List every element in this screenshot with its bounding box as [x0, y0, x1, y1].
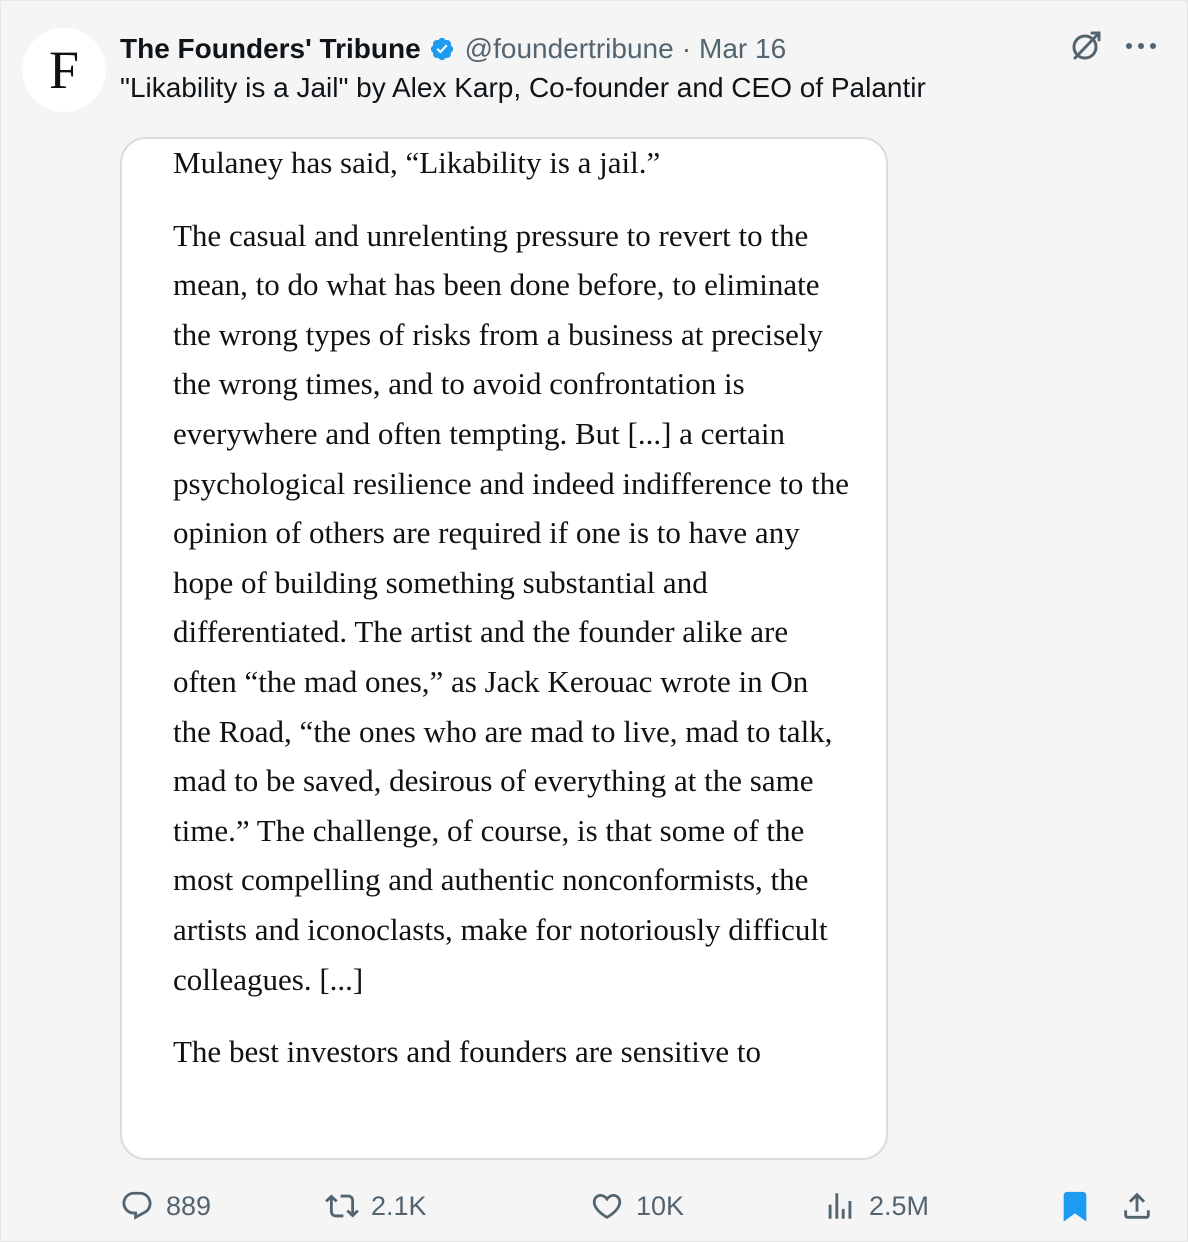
post-header — [120, 30, 1058, 104]
display-name[interactable]: The Founders' Tribune — [120, 33, 421, 64]
post-author-row — [120, 30, 1058, 68]
bookmark-icon — [1058, 1189, 1092, 1223]
post-top-actions — [1068, 28, 1158, 64]
quote-card-image[interactable] — [120, 137, 888, 1160]
avatar[interactable] — [22, 28, 106, 112]
repost-icon — [325, 1189, 359, 1223]
post-text: "Likability is a Jail" by Alex Karp, Co-founder and CEO of Palantir — [120, 72, 926, 103]
share-icon — [1120, 1189, 1154, 1223]
like-count: 10K — [636, 1190, 685, 1221]
views-button[interactable] — [823, 1182, 929, 1230]
reply-icon — [120, 1189, 154, 1223]
quote-tail-paragraph: The best investors and founders are sensitive to — [173, 1034, 761, 1070]
reply-button[interactable] — [120, 1182, 211, 1230]
avatar-letter: F — [48, 40, 80, 100]
more-icon[interactable] — [1124, 41, 1158, 51]
grok-icon[interactable] — [1068, 28, 1104, 64]
like-button[interactable] — [590, 1182, 684, 1230]
action-bar — [118, 1182, 1158, 1230]
quote-lead-paragraph: Mulaney has said, “Likability is a jail.” — [173, 145, 661, 180]
separator-dot: · — [681, 33, 692, 64]
views-icon — [823, 1189, 857, 1223]
repost-count: 2.1K — [371, 1190, 427, 1221]
views-count: 2.5M — [869, 1190, 930, 1221]
heart-icon — [590, 1189, 624, 1223]
quote-body-paragraph: The casual and unrelenting pressure to revert to the mean, to do what has been done before, to eliminate the wrong types of risks from a business at precisely the wrong times, and to avoid confrontation is everywhere and often tempting. But [...] a certain psychological resilience and indeed indifference to the opinion of others are required if one is to have any hope of building something substantial and differentiated. The artist and the founder alike are often “the mad ones,” as Jack Kerouac wrote in On the Road, “the ones who are mad to live, mad to talk, mad to be saved, desirous of everything at the same time.” The challenge, of course, is that some of the most compelling and authentic nonconformists, the artists and iconoclasts, make for notoriously difficult colleagues. [...] — [173, 217, 849, 997]
bookmark-button[interactable] — [1058, 1182, 1092, 1230]
post-date[interactable]: Mar 16 — [699, 33, 787, 64]
share-button[interactable] — [1120, 1182, 1154, 1230]
verified-badge-icon[interactable] — [429, 36, 455, 62]
repost-button[interactable] — [325, 1182, 427, 1230]
handle[interactable]: @foundertribune — [464, 33, 674, 64]
reply-count: 889 — [166, 1190, 212, 1221]
quote-text — [173, 139, 853, 1077]
